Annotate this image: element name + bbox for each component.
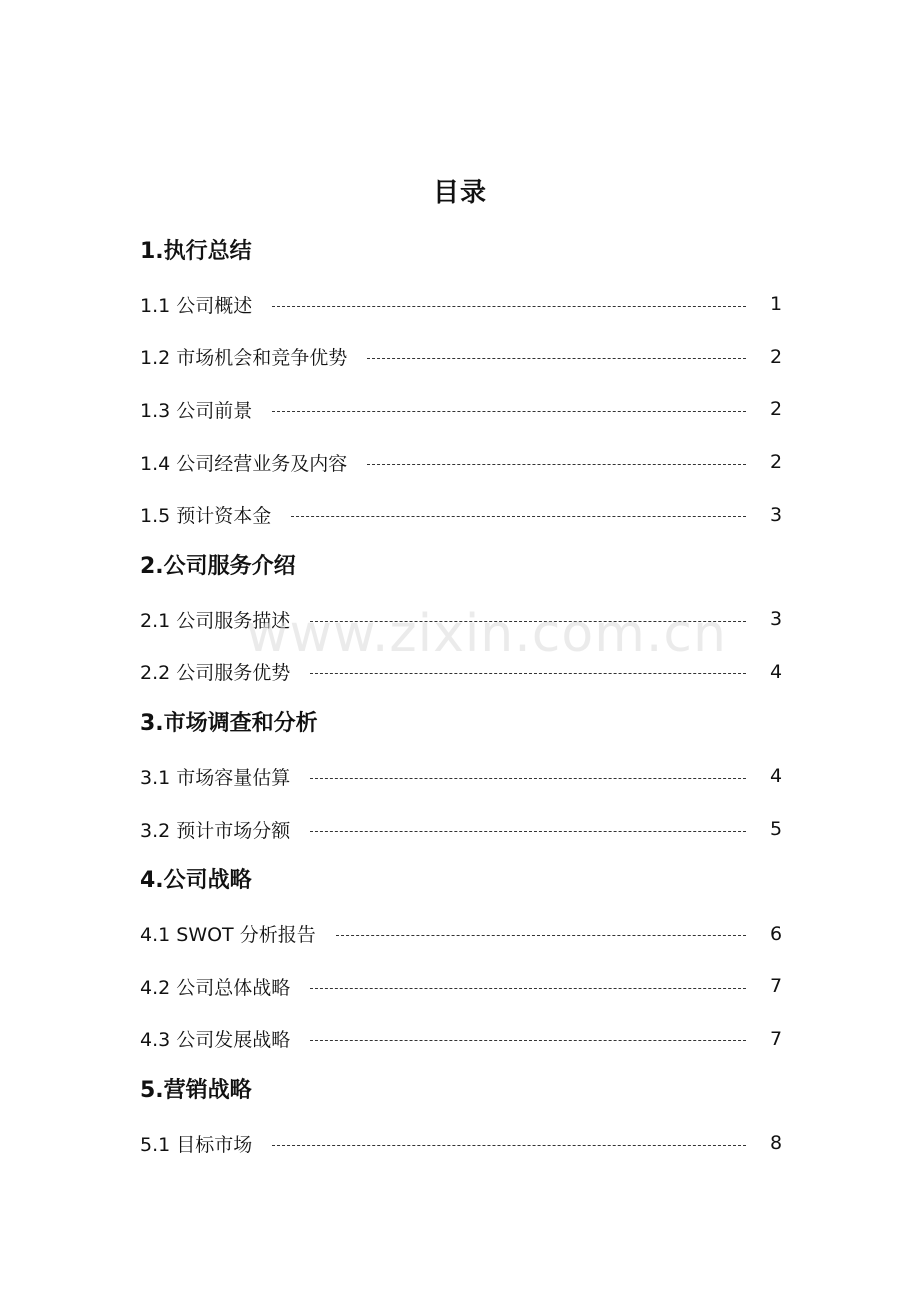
toc-entry-page: 3 (770, 503, 783, 526)
toc-entry-label: 1.3 公司前景 (140, 399, 253, 422)
toc-entry-page: 6 (770, 922, 783, 945)
toc-entry[interactable] (140, 593, 782, 646)
toc-entry-page: 4 (770, 660, 783, 683)
toc-entry-page: 3 (770, 608, 783, 631)
toc-entry-page: 7 (770, 975, 783, 998)
toc-entry[interactable] (140, 803, 782, 856)
toc-entry[interactable] (140, 646, 782, 699)
toc-entry[interactable] (140, 960, 782, 1013)
toc-section-heading[interactable]: 3.市场调查和分析 (140, 711, 318, 737)
toc-entry-page: 1 (770, 293, 783, 316)
toc-leader-dashes (272, 1143, 746, 1146)
toc-entry[interactable] (140, 907, 782, 960)
toc-entry[interactable] (140, 331, 782, 384)
toc-leader-dashes (367, 356, 746, 359)
toc-entry-page: 4 (770, 765, 783, 788)
toc-entry[interactable] (140, 488, 782, 541)
toc-leader-dashes (310, 1038, 746, 1041)
toc-leader-dashes (310, 776, 746, 779)
toc-leader-dashes (272, 409, 746, 412)
toc-section-heading[interactable]: 4.公司战略 (140, 868, 252, 894)
toc-entry-label: 1.1 公司概述 (140, 294, 253, 317)
toc-entry[interactable] (140, 278, 782, 331)
toc-entry-label: 1.5 预计资本金 (140, 505, 272, 528)
toc-entry[interactable] (140, 750, 782, 803)
toc-leader-dashes (310, 619, 746, 622)
toc-entry-label: 4.3 公司发展战略 (140, 1029, 291, 1052)
toc-entry-page: 2 (770, 345, 783, 368)
toc-entry[interactable] (140, 1013, 782, 1066)
toc-entry-page: 8 (770, 1132, 783, 1155)
toc-entry-label: 4.2 公司总体战略 (140, 976, 291, 999)
toc-entry-label: 1.2 市场机会和竞争优势 (140, 347, 348, 370)
toc-leader-dashes (310, 986, 746, 989)
toc-entry-label: 2.2 公司服务优势 (140, 662, 291, 685)
toc-entry-label: 2.1 公司服务描述 (140, 609, 291, 632)
toc-section-heading[interactable]: 2.公司服务介绍 (140, 553, 296, 579)
toc-entry-page: 7 (770, 1027, 783, 1050)
toc-entry-label: 4.1 SWOT 分析报告 (140, 924, 316, 947)
toc-entry-label: 5.1 目标市场 (140, 1133, 253, 1156)
toc-leader-dashes (291, 514, 746, 517)
toc-entry-label: 1.4 公司经营业务及内容 (140, 452, 348, 475)
toc-section-heading[interactable]: 5.营销战略 (140, 1078, 252, 1104)
table-of-contents (140, 226, 782, 1170)
toc-entry[interactable] (140, 436, 782, 489)
toc-title: 目录 (432, 178, 487, 208)
toc-leader-dashes (310, 829, 746, 832)
toc-entry-page: 2 (770, 398, 783, 421)
toc-section-heading[interactable]: 1.执行总结 (140, 239, 252, 264)
toc-entry-label: 3.2 预计市场分额 (140, 819, 291, 842)
toc-entry-page: 5 (770, 818, 783, 841)
toc-leader-dashes (367, 462, 746, 465)
toc-leader-dashes (336, 933, 746, 936)
toc-entry-page: 2 (770, 451, 783, 474)
toc-entry[interactable] (140, 383, 782, 436)
watermark-text: www.zixin.com.cn (246, 604, 727, 664)
toc-entry[interactable] (140, 1117, 782, 1170)
toc-leader-dashes (310, 671, 746, 674)
toc-entry-label: 3.1 市场容量估算 (140, 766, 291, 789)
toc-leader-dashes (272, 304, 746, 307)
